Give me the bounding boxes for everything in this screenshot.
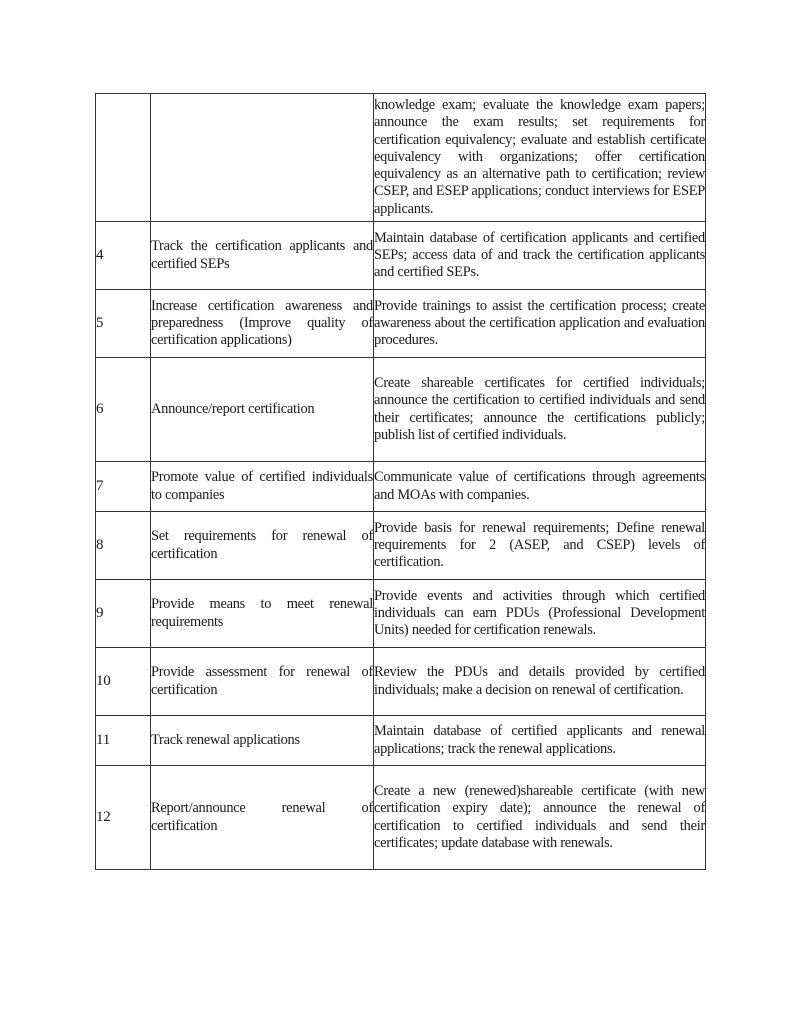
activities-text: Review the PDUs and details provided by certified individuals; make a decision on renewal of certification. [374,664,705,698]
table-row [96,462,706,512]
activities-cell [374,358,706,462]
activities-text: Provide events and activities through which certified individuals can earn PDUs (Professional Development Units) needed for certification renewals. [374,587,705,639]
function-cell [151,462,374,512]
activities-cell [374,290,706,358]
activities-text: Create shareable certificates for certified individuals; announce the certification to certified individuals and send their certificates; announce the certifications publicly; publish list of certified individuals. [374,375,705,443]
function-cell [151,222,374,290]
activities-text: Maintain database of certification applicants and certified SEPs; access data of and track the certification applicants and certified SEPs. [374,229,705,281]
certification-functions-table [95,93,706,870]
activities-text: Provide basis for renewal requirements; Define renewal requirements for 2 (ASEP, and CSEP) levels of certification. [374,519,705,571]
function-text: Announce/report certification [151,400,315,417]
activities-cell [374,580,706,648]
function-text: Promote value of certified individuals to companies [151,469,373,503]
row-number-cell: 12 [96,766,151,870]
function-cell [151,358,374,462]
row-number-cell: 8 [96,512,151,580]
table-row [96,648,706,716]
table-row [96,512,706,580]
row-number-cell [96,94,151,222]
function-cell [151,648,374,716]
function-text: Set requirements for renewal of certification [151,528,373,562]
activities-text: Maintain database of certified applicants and renewal applications; track the renewal applications. [374,723,705,757]
activities-cell [374,222,706,290]
row-number-cell: 11 [96,716,151,766]
table-row [96,94,706,222]
function-text: Increase certification awareness and preparedness (Improve quality of certification applications) [151,297,373,349]
activities-cell [374,94,706,222]
activities-text: Communicate value of certifications through agreements and MOAs with companies. [374,469,705,503]
row-number-cell: 5 [96,290,151,358]
table-row [96,222,706,290]
function-text: Report/announce renewal of certification [151,800,373,834]
function-cell [151,716,374,766]
activities-cell [374,462,706,512]
row-number-cell: 9 [96,580,151,648]
function-cell [151,580,374,648]
function-cell [151,290,374,358]
function-cell [151,94,374,222]
activities-cell [374,512,706,580]
function-cell [151,512,374,580]
row-number-cell: 4 [96,222,151,290]
function-cell [151,766,374,870]
function-text: Provide means to meet renewal requirements [151,596,373,630]
table-row [96,580,706,648]
table-row [96,358,706,462]
function-text: Provide assessment for renewal of certification [151,664,373,698]
activities-cell [374,716,706,766]
function-text: Track the certification applicants and certified SEPs [151,238,373,272]
row-number-cell: 7 [96,462,151,512]
table-row [96,766,706,870]
activities-cell [374,648,706,716]
row-number-cell: 10 [96,648,151,716]
activities-cell [374,766,706,870]
table-row [96,716,706,766]
activities-text: Provide trainings to assist the certification process; create awareness about the certification application and evaluation procedures. [374,297,705,349]
activities-text: knowledge exam; evaluate the knowledge exam papers; announce the exam results; set requirements for certification equivalency; evaluate and establish certificate equivalency with organizations; offer certification equivalency as an alternative path to certification; review CSEP, and ESEP applications; conduct interviews for ESEP applicants. [374,97,705,217]
function-text: Track renewal applications [151,731,300,748]
row-number-cell: 6 [96,358,151,462]
activities-text: Create a new (renewed)shareable certificate (with new certification expiry date); announce the renewal of certification to certified individuals and send their certificates; update database with renewals. [374,783,705,851]
table-row [96,290,706,358]
